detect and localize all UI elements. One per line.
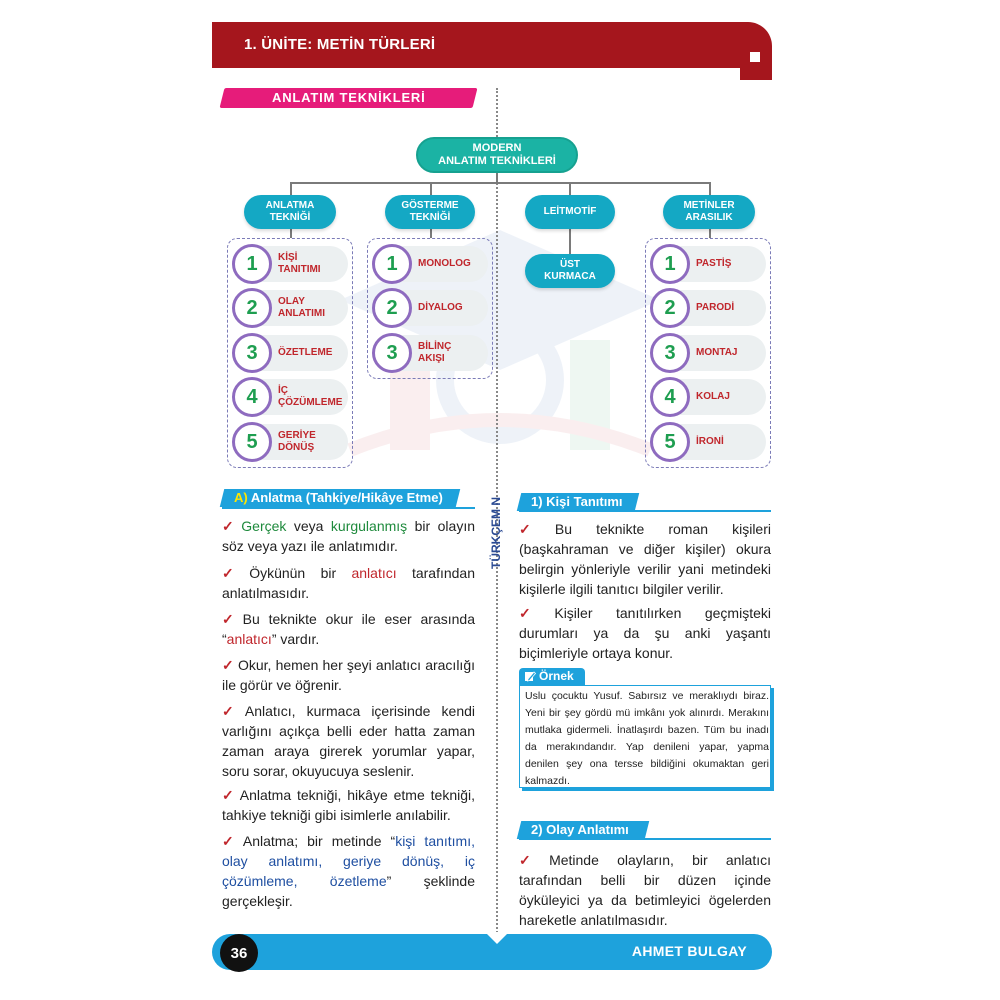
highlight-blue: kişi tanıtımı, olay anlatımı, geriye dönüş, iç çözümleme, özetleme (222, 833, 475, 889)
left-paragraph-2 (222, 563, 475, 603)
left-paragraph-6 (222, 785, 475, 825)
item-label: OLAY ANLATIMI (278, 296, 326, 319)
text: Kişiler tanıtılırken geçmişteki durumları ya da şu anki yaşantı biçimleriyle ortaya konur. (519, 605, 771, 661)
header-decoration (740, 68, 772, 80)
heading-underline (222, 507, 475, 509)
item-label: İRONİ (696, 436, 724, 447)
pencil-icon (524, 670, 536, 682)
text: Anlatıcı, kurmaca içerisinde kendi varlığını açıkça belli eder hatta zaman zaman araya girerek yorumlar yapar, soru sorar, okuyucuya seslenir. (222, 703, 475, 779)
highlight-green: Gerçek (241, 518, 287, 534)
left-paragraph-4 (222, 655, 475, 695)
item-label: PASTİŞ (696, 258, 732, 269)
page-number: 36 (220, 934, 258, 972)
check-icon: ✓ (222, 703, 241, 719)
check-icon: ✓ (222, 518, 238, 534)
tree-connector (709, 182, 711, 195)
tree-connector (290, 229, 292, 238)
item-number: 3 (372, 333, 412, 373)
left-paragraph-7 (222, 831, 475, 911)
item-number: 2 (650, 288, 690, 328)
list-item (652, 290, 766, 326)
item-label: GERİYE DÖNÜŞ (278, 430, 316, 453)
item-label: MONTAJ (696, 347, 738, 358)
heading-text: 1) Kişi Tanıtımı (531, 494, 623, 509)
heading-underline (519, 838, 771, 840)
anlatma-heading (222, 489, 462, 507)
text: Bu teknikte roman kişileri (başkahraman ve diğer kişiler) okura belirgin yönleriyle verilir yani metindeki kişilerle ilgili tanıtıcı bilgiler verilir. (519, 521, 771, 597)
item-label: DİYALOG (418, 302, 463, 313)
heading-underline (519, 510, 771, 512)
text: tarafından anlatılmasıdır. (222, 565, 475, 601)
heading-text (234, 490, 443, 505)
text: Öykünün bir (249, 565, 352, 581)
tree-connector (430, 182, 432, 195)
list-item (652, 424, 766, 460)
tree-connector (290, 182, 292, 195)
list-item (374, 246, 488, 282)
footer-notch (485, 932, 509, 944)
branch-anlatma: ANLATMA TEKNİĞİ (244, 195, 336, 229)
list-item (652, 379, 766, 415)
section-title: ANLATIM TEKNİKLERİ (272, 90, 426, 105)
left-paragraph-1 (222, 516, 475, 556)
item-number: 4 (232, 377, 272, 417)
tree-connector (569, 182, 571, 195)
heading-prefix: A) (234, 490, 248, 505)
text: Metinde olayların, bir anlatıcı tarafından belli bir düzen içinde öyküleyici ya da betimleyici ögelerden hareketle anlatılmasıdır. (519, 852, 772, 928)
list-item (374, 290, 488, 326)
tree-connector (709, 229, 711, 238)
item-label: KOLAJ (696, 391, 730, 402)
highlight-red: anlatıcı (226, 631, 272, 647)
text: Bu teknikte okur ile eser arasında “ (222, 611, 476, 647)
check-icon: ✓ (222, 833, 239, 849)
list-item (374, 335, 488, 371)
ornek-label: Örnek (539, 669, 574, 683)
chapter-header (212, 22, 772, 68)
item-number: 1 (372, 244, 412, 284)
branch-metinler-arasilik: METİNLER ARASILIK (663, 195, 755, 229)
item-number: 1 (232, 244, 272, 284)
list-item (234, 424, 348, 460)
tree-connector (569, 229, 571, 254)
check-icon: ✓ (222, 611, 239, 627)
text: ” şeklinde gerçekleşir. (222, 873, 475, 909)
list-item (234, 379, 348, 415)
olay-anlatimi-heading (519, 821, 649, 839)
header-decoration-notch (750, 52, 760, 62)
kisi-tanitimi-heading (519, 493, 639, 511)
item-number: 5 (232, 422, 272, 462)
tree-connector (430, 229, 432, 238)
chapter-title: 1. ÜNİTE: METİN TÜRLERİ (244, 36, 436, 53)
highlight-red: anlatıcı (351, 565, 397, 581)
text: Okur, hemen her şeyi anlatıcı aracılığı ile görür ve öğrenir. (222, 657, 475, 693)
left-paragraph-3 (222, 609, 475, 649)
text: Anlatma tekniği, hikâye etme tekniği, tahkiye tekniği gibi isimlerle anılabilir. (222, 787, 476, 823)
ornek-text: Uslu çocuktu Yusuf. Sabırsız ve meraklıydı biraz. Yeni bir şey gördü mü imkânı yok alınırdı. Merakını mutlaka gidermeli. İnatlaşırdı bazen. Tüm bu inadı da merakındandır. Yap denileni yapar, yapma denilen şey ona tersse bildiğini okumaktan geri kalmazdı. (525, 690, 769, 787)
left-paragraph-5 (222, 701, 475, 781)
author-name: AHMET BULGAY (631, 943, 747, 959)
branch-gosterme: GÖSTERME TEKNİĞİ (385, 195, 475, 229)
text: ” vardır. (271, 631, 320, 647)
right-paragraph-1 (519, 519, 771, 599)
right-paragraph-2 (519, 603, 771, 663)
highlight-green: kurgulanmış (330, 518, 408, 534)
text: bir olayın söz veya yazı ile anlatımıdır. (222, 518, 475, 554)
leitmotif-sub-node: ÜST KURMACA (525, 254, 615, 288)
check-icon: ✓ (222, 657, 234, 673)
list-item (234, 246, 348, 282)
check-icon: ✓ (222, 565, 246, 581)
item-number: 1 (650, 244, 690, 284)
item-number: 2 (232, 288, 272, 328)
item-number: 4 (650, 377, 690, 417)
tree-connector (290, 182, 710, 184)
right-paragraph-3 (519, 850, 771, 930)
list-item (234, 290, 348, 326)
diagram-root-node: MODERN ANLATIM TEKNİKLERİ (416, 137, 578, 173)
brand-vertical-text: TÜRKÇEM N (489, 497, 503, 569)
branch-leitmotif: LEİTMOTİF (525, 195, 615, 229)
item-label: MONOLOG (418, 258, 471, 269)
check-icon: ✓ (519, 852, 546, 868)
heading-label: Anlatma (Tahkiye/Hikâye Etme) (247, 490, 443, 505)
heading-text: 2) Olay Anlatımı (531, 822, 629, 837)
item-label: BİLİNÇ AKIŞI (418, 341, 452, 364)
check-icon: ✓ (222, 787, 236, 803)
item-label: ÖZETLEME (278, 347, 333, 358)
item-label: PARODİ (696, 302, 735, 313)
item-label: KİŞİ TANITIMI (278, 252, 321, 275)
list-item (234, 335, 348, 371)
brand-vertical (484, 472, 508, 568)
item-number: 3 (650, 333, 690, 373)
list-item (652, 335, 766, 371)
item-number: 2 (372, 288, 412, 328)
item-number: 3 (232, 333, 272, 373)
item-number: 5 (650, 422, 690, 462)
list-item (652, 246, 766, 282)
check-icon: ✓ (519, 605, 551, 621)
item-label: İÇ ÇÖZÜMLEME (278, 385, 343, 408)
text: veya (286, 518, 331, 534)
check-icon: ✓ (519, 521, 551, 537)
text: Anlatma; bir metinde “ (242, 833, 396, 849)
tree-connector (496, 173, 498, 182)
